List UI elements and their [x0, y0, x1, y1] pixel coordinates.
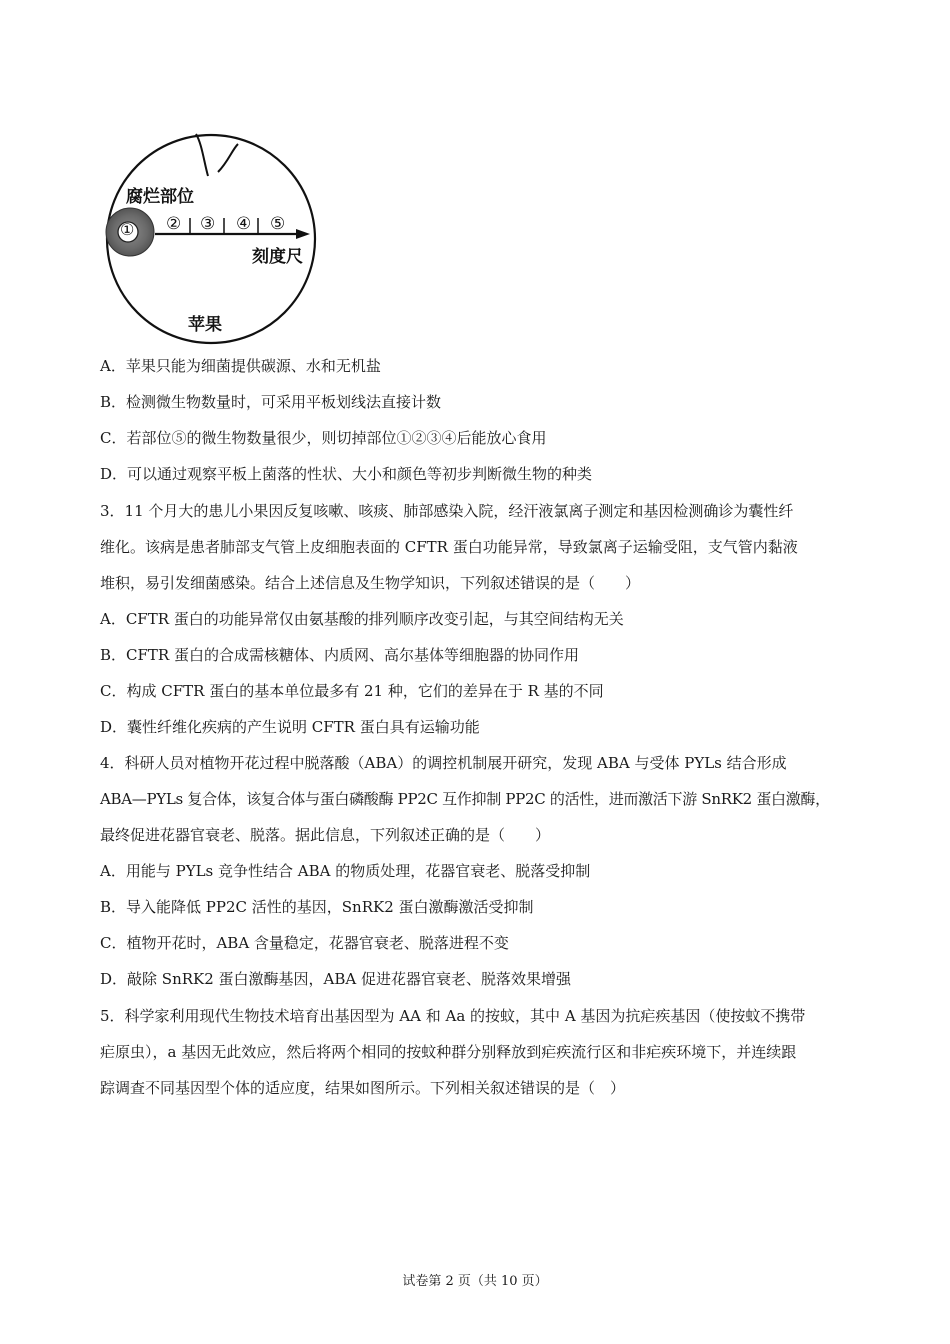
- q2-option-b: B．检测微生物数量时，可采用平板划线法直接计数: [100, 393, 442, 411]
- mark-4: ④: [236, 214, 252, 234]
- q5-stem-line: 5．科学家利用现代生物技术培育出基因型为 AA 和 Aa 的按蚊，其中 A 基因为抗疟疾基因（使按蚊不携带: [100, 1007, 806, 1025]
- q2-option-c: C．若部位⑤的微生物数量很少，则切掉部位①②③④后能放心食用: [100, 429, 547, 447]
- q2-option-d: D．可以通过观察平板上菌落的性状、大小和颜色等初步判断微生物的种类: [100, 465, 593, 483]
- apple-stem-leaf: [218, 144, 238, 172]
- q3-option-d: D．囊性纤维化疾病的产生说明 CFTR 蛋白具有运输功能: [100, 718, 480, 736]
- q2-option-a: A．苹果只能为细菌提供碳源、水和无机盐: [100, 357, 381, 375]
- apple-label: 苹果: [188, 315, 222, 335]
- q3-stem-line: 维化。该病是患者肺部支气管上皮细胞表面的 CFTR 蛋白功能异常，导致氯离子运输受阻，支气管内黏液: [100, 538, 798, 556]
- ruler-arrow: [296, 229, 310, 239]
- q3-stem-line: 3．11 个月大的患儿小果因反复咳嗽、咳痰、肺部感染入院，经汗液氯离子测定和基因检测确诊为囊性纤: [100, 502, 794, 520]
- q3-option-c: C．构成 CFTR 蛋白的基本单位最多有 21 种，它们的差异在于 R 基的不同: [100, 682, 604, 700]
- q3-stem-line: 堆积，易引发细菌感染。结合上述信息及生物学知识，下列叙述错误的是（ ）: [100, 574, 641, 592]
- ruler-label: 刻度尺: [252, 247, 303, 267]
- mark-3: ③: [200, 214, 216, 234]
- mark-5: ⑤: [270, 214, 286, 234]
- q4-stem-line: ABA—PYLs 复合体，该复合体与蛋白磷酸酶 PP2C 互作抑制 PP2C 的活性，进而激活下游 SnRK2 蛋白激酶，: [100, 790, 830, 808]
- q4-stem-line: 最终促进花器官衰老、脱落。据此信息，下列叙述正确的是（ ）: [100, 826, 551, 844]
- q3-option-b: B．CFTR 蛋白的合成需核糖体、内质网、高尔基体等细胞器的协同作用: [100, 646, 579, 664]
- q5-stem-line: 踪调查不同基因型个体的适应度，结果如图所示。下列相关叙述错误的是（ ）: [100, 1079, 626, 1097]
- apple-stem: [196, 134, 208, 176]
- q5-stem-line: 疟原虫），a 基因无此效应，然后将两个相同的按蚊种群分别释放到疟疾流行区和非疟疾环境下，并连续跟: [100, 1043, 797, 1061]
- q4-option-a: A．用能与 PYLs 竞争性结合 ABA 的物质处理，花器官衰老、脱落受抑制: [100, 862, 591, 880]
- q3-option-a: A．CFTR 蛋白的功能异常仅由氨基酸的排列顺序改变引起，与其空间结构无关: [100, 610, 624, 628]
- q4-stem-line: 4．科研人员对植物开花过程中脱落酸（ABA）的调控机制展开研究，发现 ABA 与受体 PYLs 结合形成: [100, 754, 787, 772]
- mark-1: ①: [120, 220, 135, 239]
- q4-option-d: D．敲除 SnRK2 蛋白激酶基因，ABA 促进花器官衰老、脱落效果增强: [100, 970, 572, 988]
- q4-option-b: B．导入能降低 PP2C 活性的基因，SnRK2 蛋白激酶激活受抑制: [100, 898, 534, 916]
- rot-label: 腐烂部位: [126, 187, 194, 207]
- q4-option-c: C．植物开花时，ABA 含量稳定，花器官衰老、脱落进程不变: [100, 934, 509, 952]
- mark-2: ②: [166, 214, 182, 234]
- page-footer: 试卷第 2 页（共 10 页）: [402, 1274, 548, 1289]
- apple-figure: [100, 130, 330, 345]
